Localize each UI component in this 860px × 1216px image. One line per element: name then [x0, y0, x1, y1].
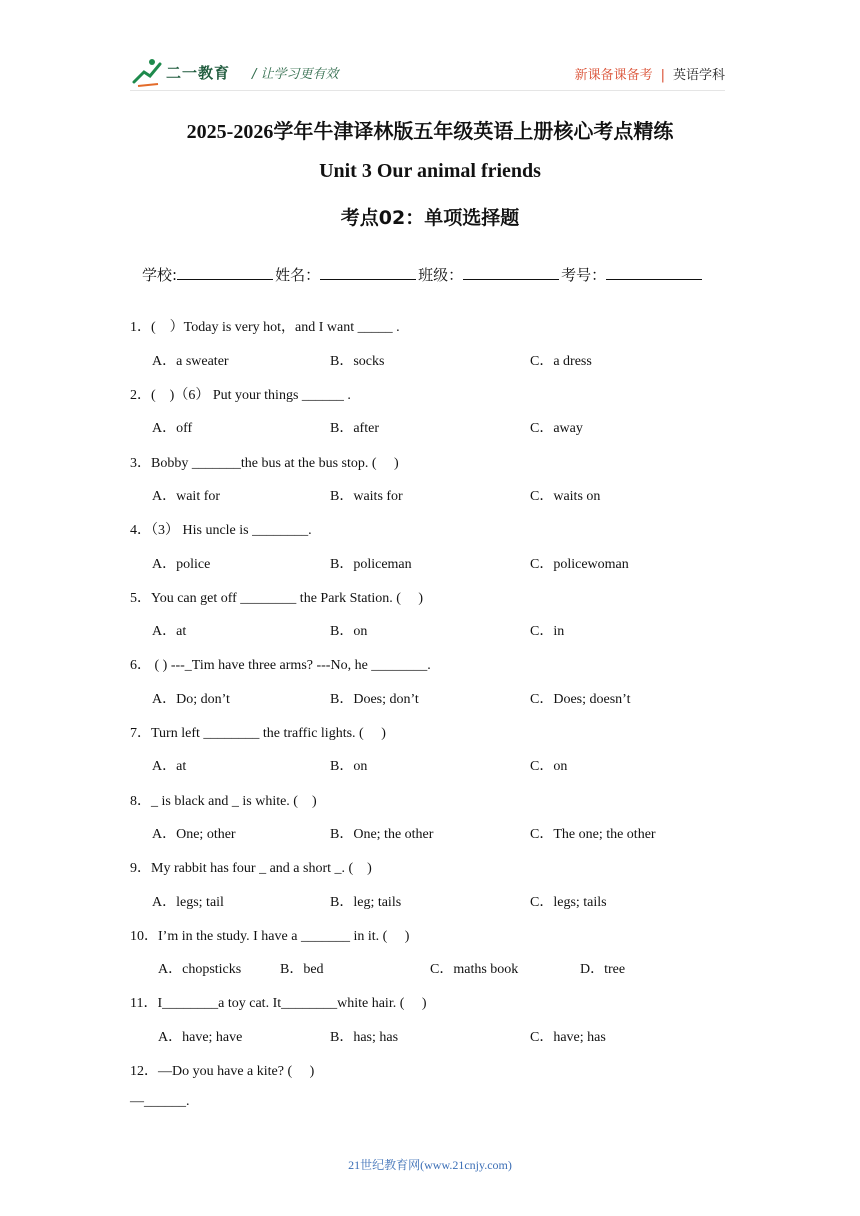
class-label: 班级：	[418, 266, 464, 284]
option-b[interactable]: B．has; has	[330, 1030, 399, 1045]
option-c[interactable]: C．on	[530, 759, 568, 774]
question-3: 3．Bobby _______the bus at the bus stop. ( )	[130, 456, 399, 471]
unit-title: Unit 3 Our animal friends	[319, 160, 541, 182]
header-right	[575, 64, 725, 83]
school-label: 学校:	[142, 266, 178, 284]
question-4: 4．（3） His uncle is ________.	[130, 523, 312, 538]
option-b[interactable]: B．on	[330, 624, 368, 639]
page-header	[130, 56, 725, 92]
question-8: 8．_ is black and _ is white. ( )	[130, 794, 317, 809]
option-a[interactable]: A．off	[152, 421, 193, 436]
option-a[interactable]: A．at	[152, 624, 187, 639]
option-c[interactable]: C．legs; tails	[530, 895, 607, 910]
logo	[130, 56, 240, 90]
question-6: 6． ( ) ---_Tim have three arms? ---No, he ________.	[130, 658, 431, 673]
exam-no-blank[interactable]	[606, 265, 702, 280]
option-c[interactable]: C．maths book	[430, 962, 519, 977]
option-b[interactable]: B．on	[330, 759, 368, 774]
section-title: 考点02：单项选择题	[340, 207, 520, 229]
question-10: 10．I’m in the study. I have a _______ in it. ( )	[130, 929, 410, 944]
option-a[interactable]: A．have; have	[158, 1030, 243, 1045]
header-divider	[130, 90, 725, 91]
option-b[interactable]: B．socks	[330, 354, 385, 369]
answer-line: —______.	[130, 1094, 190, 1109]
page-footer[interactable]: 21世纪教育网(www.21cnjy.com)	[348, 1158, 512, 1172]
question-9: 9．My rabbit has four _ and a short _. ( )	[130, 861, 372, 876]
header-slogan: / 让学习更有效	[252, 67, 339, 82]
doc-title: 2025-2026学年牛津译林版五年级英语上册核心考点精练	[186, 121, 674, 143]
header-separator: |	[660, 68, 665, 83]
exam-no-label: 考号：	[561, 266, 607, 284]
header-tag-subject: 英语学科	[672, 68, 725, 83]
question-11: 11．I________a toy cat. It________white hair. ( )	[130, 996, 427, 1011]
question-7: 7．Turn left ________ the traffic lights. ( )	[130, 726, 386, 741]
option-c[interactable]: C．a dress	[530, 354, 592, 369]
option-c[interactable]: C．waits on	[530, 489, 601, 504]
question-2: 2．( )（6） Put your things ______ .	[130, 388, 351, 403]
header-tag-course: 新课备课备考	[574, 68, 653, 83]
option-a[interactable]: A．legs; tail	[152, 895, 224, 910]
option-a[interactable]: A．One; other	[152, 827, 236, 842]
option-a[interactable]: A．chopsticks	[158, 962, 242, 977]
option-c[interactable]: C．in	[530, 624, 565, 639]
school-blank[interactable]	[177, 265, 273, 280]
option-a[interactable]: A．a sweater	[152, 354, 229, 369]
option-c[interactable]: C．policewoman	[530, 557, 629, 572]
class-blank[interactable]	[463, 265, 559, 280]
option-c[interactable]: C．The one; the other	[530, 827, 656, 842]
option-b[interactable]: B．policeman	[330, 557, 412, 572]
option-a[interactable]: A．Do; don’t	[152, 692, 230, 707]
student-info-line	[142, 264, 704, 285]
option-a[interactable]: A．police	[152, 557, 211, 572]
option-d[interactable]: D．tree	[580, 962, 626, 977]
logo-text: 二一教育	[166, 64, 231, 82]
option-c[interactable]: C．Does; doesn’t	[530, 692, 631, 707]
question-1: 1．( ）Today is very hot，and I want _____ .	[130, 320, 400, 335]
runner-logo-icon	[130, 56, 164, 88]
name-blank[interactable]	[320, 265, 416, 280]
option-b[interactable]: B．Does; don’t	[330, 692, 419, 707]
name-label: 姓名：	[275, 266, 321, 284]
question-12: 12．—Do you have a kite? ( )	[130, 1064, 315, 1079]
option-b[interactable]: B．leg; tails	[330, 895, 402, 910]
option-c[interactable]: C．have; has	[530, 1030, 606, 1045]
option-a[interactable]: A．wait for	[152, 489, 221, 504]
option-c[interactable]: C．away	[530, 421, 583, 436]
option-b[interactable]: B．bed	[280, 962, 324, 977]
question-5: 5．You can get off ________ the Park Station. ( )	[130, 591, 424, 606]
option-b[interactable]: B．after	[330, 421, 379, 436]
option-b[interactable]: B．One; the other	[330, 827, 434, 842]
option-a[interactable]: A．at	[152, 759, 187, 774]
option-b[interactable]: B．waits for	[330, 489, 403, 504]
